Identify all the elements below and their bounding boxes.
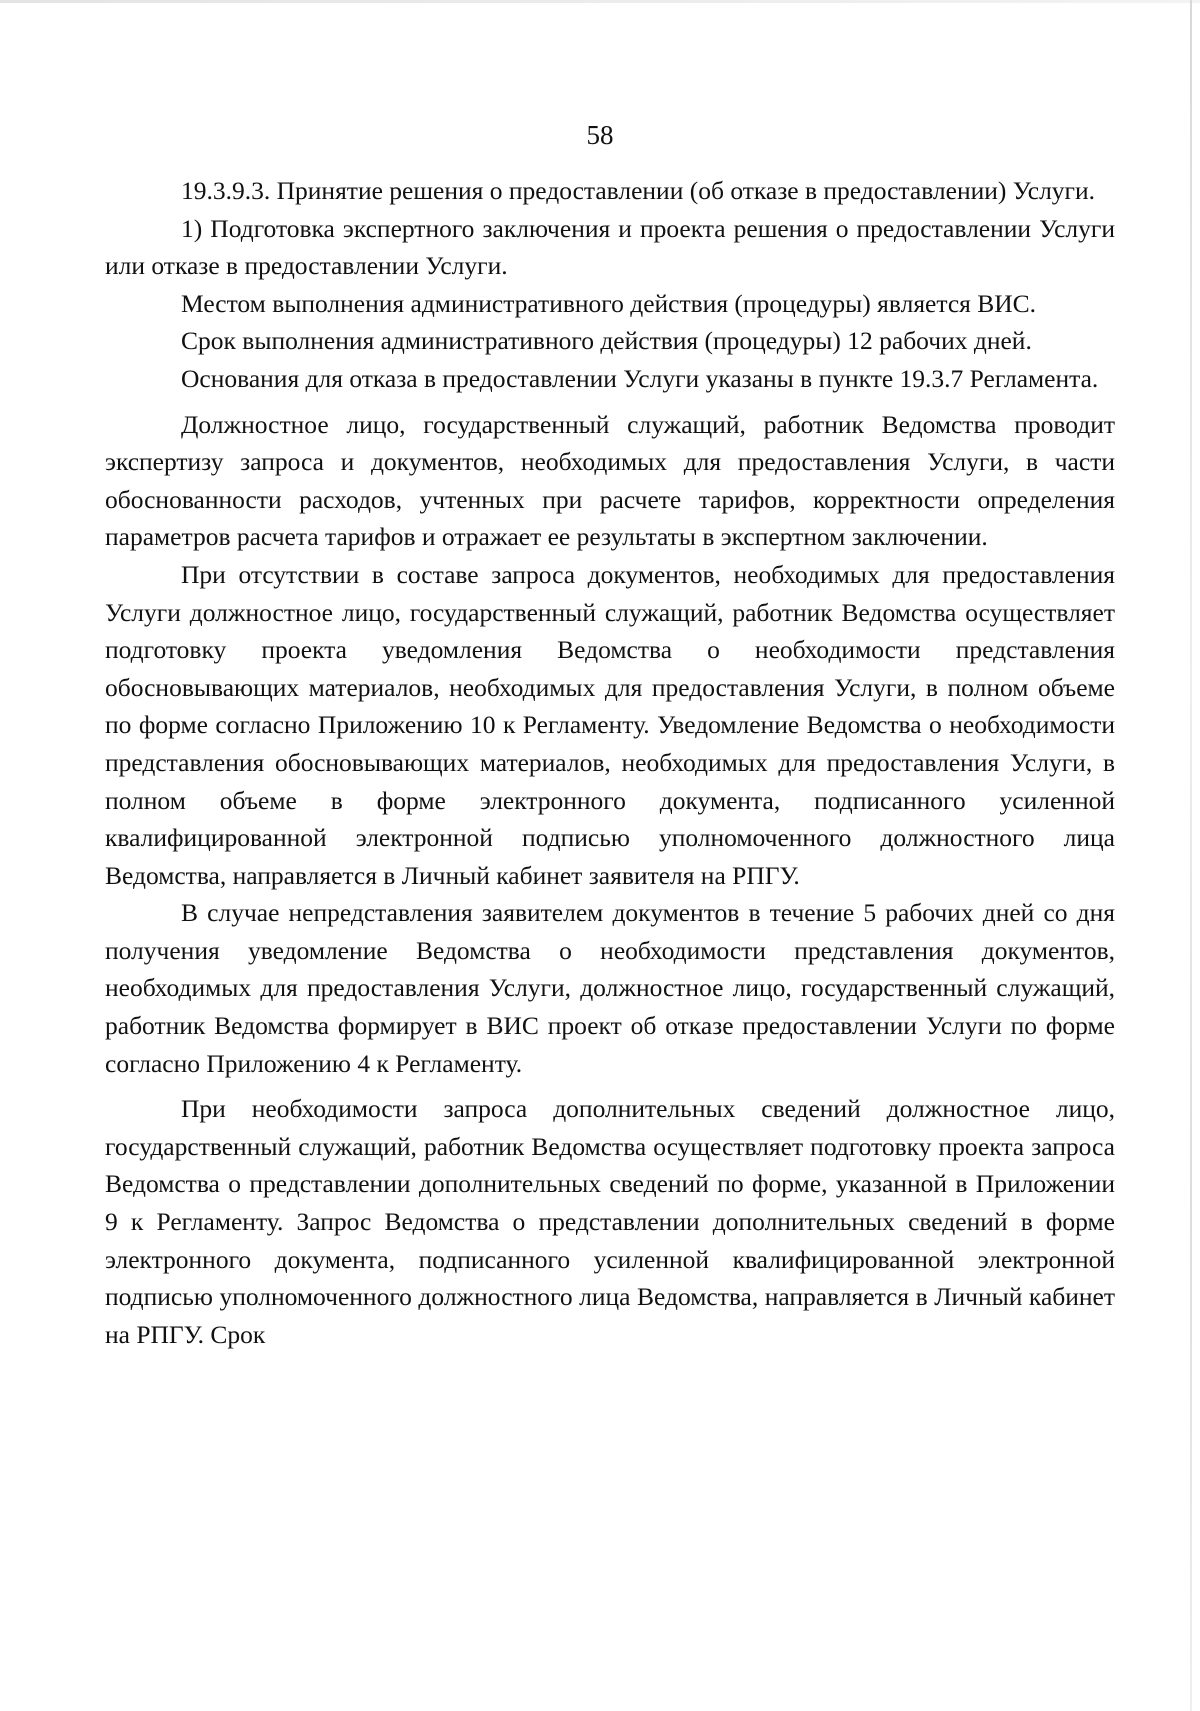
paragraph-2: 1) Подготовка экспертного заключения и проекта решения о предоставлении Услуги или отказе в предоставлении Услуги. xyxy=(105,213,1115,281)
scan-edge-right xyxy=(1190,0,1192,1711)
scan-edge-top xyxy=(0,0,1200,3)
document-body xyxy=(105,172,1115,1353)
page-number: 58 xyxy=(586,120,614,150)
paragraph-9: При необходимости запроса дополнительных сведений должностное лицо, государственный служащий, работник Ведомства осуществляет подготовку проекта запроса Ведомства о представлении дополнительных сведений по форме, указанной в Приложении 9 к Регламенту. Запрос Ведомства о представлении дополнительных сведений в форме электронного документа, подписанного усиленной квалифицированной электронной подписью уполномоченного должностного лица Ведомства, направляется в Личный кабинет на РПГУ. Срок xyxy=(105,1094,1115,1349)
paragraph-8: В случае непредставления заявителем документов в течение 5 рабочих дней со дня получения уведомление Ведомства о необходимости представления документов, необходимых для предоставления Услуги, должностное лицо, государственный служащий, работник Ведомства формирует в ВИС проект об отказе предоставлении Услуги по форме согласно Приложению 4 к Регламенту. xyxy=(105,898,1115,1078)
paragraph-5: Основания для отказа в предоставлении Услуги указаны в пункте 19.3.7 Регламента. xyxy=(181,363,1099,393)
paragraph-3: Местом выполнения административного действия (процедуры) является ВИС. xyxy=(181,288,1037,318)
paragraph-4: Срок выполнения административного действия (процедуры) 12 рабочих дней. xyxy=(181,326,1032,356)
paragraph-1: 19.3.9.3. Принятие решения о предоставлении (об отказе в предоставлении) Услуги. xyxy=(181,176,1096,205)
paragraph-6: Должностное лицо, государственный служащий, работник Ведомства проводит экспертизу запроса и документов, необходимых для предоставления Услуги, в части обоснованности расходов, учтенных при расчете тарифов, корректности определения параметров расчета тарифов и отражает ее результаты в экспертном заключении. xyxy=(105,409,1115,552)
paragraph-7: При отсутствии в составе запроса документов, необходимых для предоставления Услуги должностное лицо, государственный служащий, работник Ведомства осуществляет подготовку проекта уведомления Ведомства о необходимости представления обосновывающих материалов, необходимых для предоставления Услуги, в полном объеме по форме согласно Приложению 10 к Регламенту. Уведомление Ведомства о необходимости представления обосновывающих материалов, необходимых для предоставления Услуги, в полном объеме в форме электронного документа, подписанного усиленной квалифицированной электронной подписью уполномоченного должностного лица Ведомства, направляется в Личный кабинет заявителя на РПГУ. xyxy=(105,559,1115,890)
